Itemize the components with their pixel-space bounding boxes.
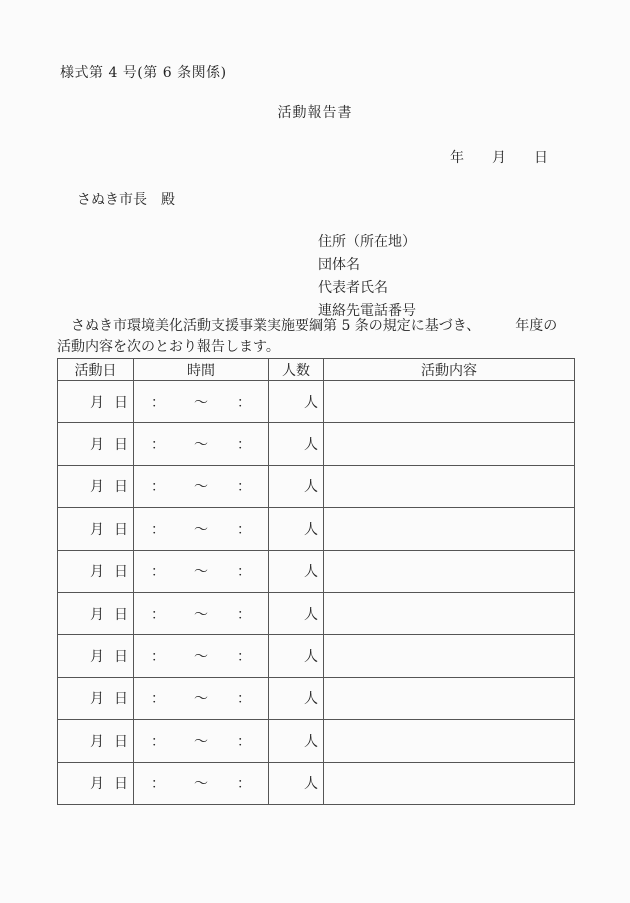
person-count-cell: [269, 677, 324, 719]
table-row: [58, 465, 575, 507]
month-label: 月: [90, 649, 104, 666]
table-row: [58, 720, 575, 762]
date-line: [450, 147, 548, 167]
activity-content-cell: [324, 465, 575, 507]
body-paragraph-line1: さぬき市環境美化活動支援事業実施要綱第 5 条の規定に基づき、 年度の: [57, 318, 558, 334]
time-cell: [134, 423, 269, 465]
person-count-cell: [269, 465, 324, 507]
month-label: 月: [90, 691, 104, 708]
header-activity-date: 活動日: [58, 359, 134, 381]
time-range-tilde: ～: [194, 564, 208, 581]
activity-date-cell: [58, 381, 134, 423]
time-start-colon: ：: [151, 649, 165, 666]
activity-content-cell: [324, 762, 575, 804]
date-day-label: 日: [534, 150, 548, 166]
applicant-phone-label: 連絡先電話番号: [318, 303, 416, 319]
person-count-cell: [269, 550, 324, 592]
applicant-representative-label: 代表者氏名: [318, 280, 388, 296]
table-row: [58, 381, 575, 423]
header-time: 時間: [134, 359, 269, 381]
body-paragraph: [57, 316, 577, 358]
activity-content-cell: [324, 635, 575, 677]
date-month-label: 月: [492, 150, 506, 166]
time-cell: [134, 465, 269, 507]
date-year-label: 年: [450, 150, 464, 166]
person-count-cell: [269, 720, 324, 762]
time-start-colon: ：: [151, 606, 165, 623]
time-end-colon: ：: [237, 521, 251, 538]
activity-date-cell: [58, 677, 134, 719]
day-label: 日: [114, 606, 128, 623]
activity-content-cell: [324, 423, 575, 465]
day-label: 日: [114, 733, 128, 750]
table-row: [58, 592, 575, 634]
person-label: 人: [304, 437, 318, 454]
day-label: 日: [114, 479, 128, 496]
activity-report-table: [57, 358, 575, 805]
month-label: 月: [90, 776, 104, 793]
activity-date-cell: [58, 423, 134, 465]
time-cell: [134, 720, 269, 762]
time-range-tilde: ～: [194, 437, 208, 454]
time-start-colon: ：: [151, 564, 165, 581]
person-label: 人: [304, 733, 318, 750]
activity-date-cell: [58, 550, 134, 592]
time-end-colon: ：: [237, 691, 251, 708]
table-row: [58, 677, 575, 719]
time-cell: [134, 592, 269, 634]
activity-date-cell: [58, 592, 134, 634]
time-start-colon: ：: [151, 521, 165, 538]
person-label: 人: [304, 606, 318, 623]
time-start-colon: ：: [151, 733, 165, 750]
time-end-colon: ：: [237, 479, 251, 496]
activity-content-cell: [324, 550, 575, 592]
addressee: さぬき市長 殿: [77, 192, 175, 208]
month-label: 月: [90, 394, 104, 411]
person-label: 人: [304, 564, 318, 581]
page-title: 活動報告書: [277, 105, 353, 121]
time-range-tilde: ～: [194, 733, 208, 750]
time-end-colon: ：: [237, 649, 251, 666]
applicant-block: [318, 231, 416, 323]
table-row: [58, 635, 575, 677]
time-end-colon: ：: [237, 437, 251, 454]
activity-date-cell: [58, 465, 134, 507]
time-cell: [134, 677, 269, 719]
day-label: 日: [114, 776, 128, 793]
month-label: 月: [90, 521, 104, 538]
person-label: 人: [304, 394, 318, 411]
activity-content-cell: [324, 508, 575, 550]
time-range-tilde: ～: [194, 521, 208, 538]
time-start-colon: ：: [151, 479, 165, 496]
header-count: 人数: [269, 359, 324, 381]
activity-content-cell: [324, 720, 575, 762]
table-row: [58, 423, 575, 465]
person-count-cell: [269, 592, 324, 634]
month-label: 月: [90, 733, 104, 750]
person-count-cell: [269, 381, 324, 423]
time-range-tilde: ～: [194, 479, 208, 496]
table-header-row: [58, 359, 575, 381]
month-label: 月: [90, 479, 104, 496]
time-end-colon: ：: [237, 606, 251, 623]
time-end-colon: ：: [237, 394, 251, 411]
time-cell: [134, 550, 269, 592]
person-label: 人: [304, 649, 318, 666]
time-cell: [134, 508, 269, 550]
person-count-cell: [269, 635, 324, 677]
time-range-tilde: ～: [194, 691, 208, 708]
person-count-cell: [269, 762, 324, 804]
time-cell: [134, 762, 269, 804]
table-row: [58, 550, 575, 592]
day-label: 日: [114, 437, 128, 454]
month-label: 月: [90, 564, 104, 581]
time-cell: [134, 635, 269, 677]
activity-date-cell: [58, 762, 134, 804]
month-label: 月: [90, 437, 104, 454]
person-label: 人: [304, 521, 318, 538]
person-count-cell: [269, 508, 324, 550]
applicant-organization-label: 団体名: [318, 257, 360, 273]
time-range-tilde: ～: [194, 776, 208, 793]
time-end-colon: ：: [237, 733, 251, 750]
time-range-tilde: ～: [194, 606, 208, 623]
time-start-colon: ：: [151, 691, 165, 708]
activity-date-cell: [58, 720, 134, 762]
activity-content-cell: [324, 592, 575, 634]
person-label: 人: [304, 776, 318, 793]
day-label: 日: [114, 564, 128, 581]
time-start-colon: ：: [151, 394, 165, 411]
time-start-colon: ：: [151, 776, 165, 793]
activity-content-cell: [324, 381, 575, 423]
body-paragraph-line2: 活動内容を次のとおり報告します。: [57, 339, 280, 355]
form-number: 様式第 4 号(第 6 条関係): [60, 65, 227, 81]
header-activity-content: 活動内容: [324, 359, 575, 381]
table-body: [58, 381, 575, 805]
day-label: 日: [114, 691, 128, 708]
person-count-cell: [269, 423, 324, 465]
time-start-colon: ：: [151, 437, 165, 454]
person-label: 人: [304, 691, 318, 708]
time-range-tilde: ～: [194, 394, 208, 411]
applicant-address-label: 住所（所在地）: [318, 234, 416, 250]
activity-content-cell: [324, 677, 575, 719]
day-label: 日: [114, 649, 128, 666]
time-end-colon: ：: [237, 776, 251, 793]
table-row: [58, 762, 575, 804]
activity-date-cell: [58, 508, 134, 550]
activity-date-cell: [58, 635, 134, 677]
day-label: 日: [114, 394, 128, 411]
day-label: 日: [114, 521, 128, 538]
time-range-tilde: ～: [194, 649, 208, 666]
time-cell: [134, 381, 269, 423]
person-label: 人: [304, 479, 318, 496]
month-label: 月: [90, 606, 104, 623]
table-row: [58, 508, 575, 550]
time-end-colon: ：: [237, 564, 251, 581]
